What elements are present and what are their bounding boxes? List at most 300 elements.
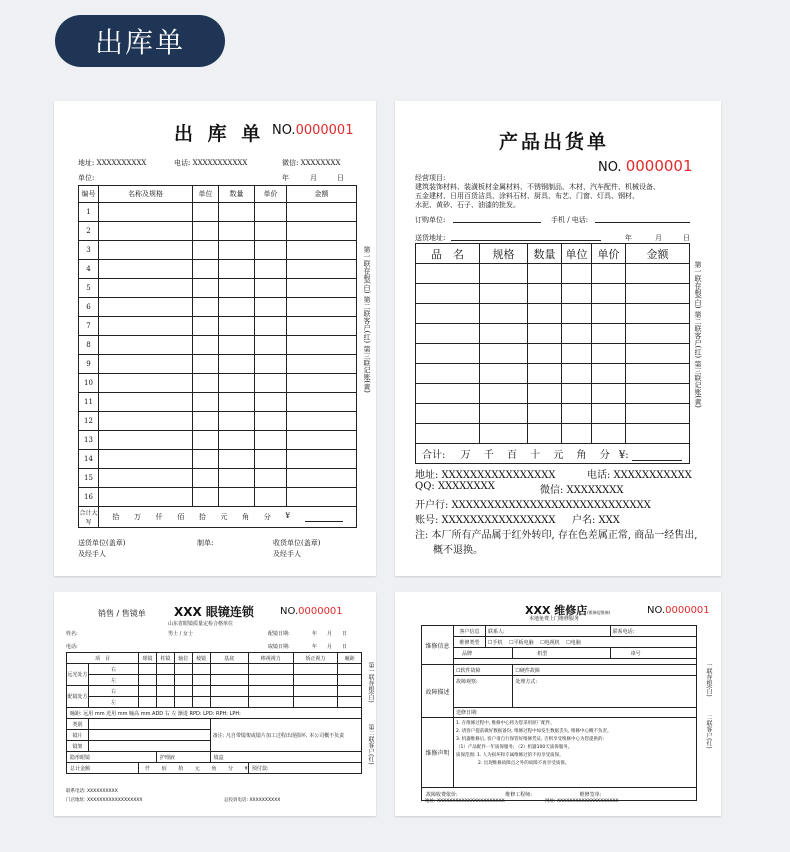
row-number: 15 xyxy=(79,469,99,488)
table-cell[interactable] xyxy=(99,222,193,241)
row-number: 3 xyxy=(79,241,99,260)
unit-word: 十 xyxy=(530,450,541,461)
year-label: 年 xyxy=(282,174,289,182)
card2-title: 产品出货单 xyxy=(499,131,610,153)
page-title-pill xyxy=(55,15,225,67)
table-cell[interactable] xyxy=(287,260,357,279)
eye-right: 右 xyxy=(89,686,139,697)
unit-word: 百 xyxy=(506,450,517,461)
account: 账号: XXXXXXXXXXXXXXXX xyxy=(415,515,556,526)
table-cell[interactable] xyxy=(255,222,287,241)
table-cell[interactable] xyxy=(255,203,287,222)
repair-order-card xyxy=(395,592,721,816)
table-cell[interactable] xyxy=(562,404,592,424)
col-header: 品 名 xyxy=(416,244,480,264)
table-cell[interactable] xyxy=(193,393,219,412)
table-cell[interactable] xyxy=(287,279,357,298)
table-cell[interactable] xyxy=(99,412,193,431)
table-cell[interactable] xyxy=(219,260,255,279)
total-amount-cell xyxy=(99,507,357,528)
table-cell[interactable] xyxy=(287,374,357,393)
unit-word: 分 xyxy=(599,450,610,461)
table-cell[interactable] xyxy=(592,324,626,344)
table-cell[interactable] xyxy=(480,264,528,284)
card2-number xyxy=(598,157,693,175)
repair-table xyxy=(421,625,697,801)
care-label: 护理液 xyxy=(156,752,210,763)
table-cell[interactable] xyxy=(219,488,255,507)
statement-body xyxy=(454,718,697,788)
col-header: 基底 xyxy=(210,653,248,664)
table-cell[interactable] xyxy=(287,450,357,469)
copy-side-note: 第一联存根(白) 第二联客户(红) 第三联记账(黄) xyxy=(694,261,702,408)
table-cell[interactable] xyxy=(528,284,562,304)
scope-line: 五金建材、日用百货洁具、涂料石材、厨具、布艺、门窗、灯具、钢材、 xyxy=(415,192,639,200)
table-row xyxy=(416,324,690,344)
statement-line: 2. 出现维修故障点之外的故障不再享受质保。 xyxy=(478,761,570,766)
table-cell[interactable] xyxy=(255,431,287,450)
table-cell[interactable] xyxy=(219,412,255,431)
table-cell[interactable] xyxy=(193,336,219,355)
unit-word: 万 xyxy=(460,450,471,461)
table-cell[interactable] xyxy=(193,412,219,431)
col-header: 单价 xyxy=(592,244,626,264)
option-label: 电视机 xyxy=(544,639,560,646)
col-header: 瞳距 xyxy=(338,653,362,664)
table-cell[interactable] xyxy=(528,424,562,444)
table-cell[interactable] xyxy=(193,260,219,279)
copy-side-note: 一联存根(白) xyxy=(705,662,712,697)
table-cell[interactable] xyxy=(480,304,528,324)
table-cell[interactable] xyxy=(562,384,592,404)
title-text: XXX 维修店 xyxy=(525,604,588,617)
copy-side-note: 第二联客户(红) xyxy=(367,724,374,765)
table-cell[interactable] xyxy=(287,298,357,317)
table-cell[interactable] xyxy=(219,336,255,355)
table-cell[interactable] xyxy=(255,241,287,260)
table-cell[interactable] xyxy=(99,298,193,317)
row-number: 16 xyxy=(79,488,99,507)
table-cell[interactable] xyxy=(416,384,480,404)
table-cell[interactable] xyxy=(255,412,287,431)
table-cell[interactable] xyxy=(528,264,562,284)
row-number: 11 xyxy=(79,393,99,412)
year-label: 年 xyxy=(625,234,632,242)
table-cell[interactable] xyxy=(219,393,255,412)
table-cell[interactable] xyxy=(528,344,562,364)
table-row xyxy=(79,450,357,469)
table-cell[interactable] xyxy=(193,374,219,393)
table-cell[interactable] xyxy=(592,424,626,444)
no-label: NO. xyxy=(272,123,296,138)
table-cell[interactable] xyxy=(592,384,626,404)
table-cell[interactable] xyxy=(193,488,219,507)
col-header: 单位 xyxy=(562,244,592,264)
table-cell[interactable] xyxy=(219,222,255,241)
table-cell[interactable] xyxy=(219,241,255,260)
table-cell[interactable] xyxy=(528,384,562,404)
table-row xyxy=(79,279,357,298)
no-label: NO. xyxy=(598,160,622,175)
table-cell[interactable] xyxy=(255,317,287,336)
table-cell[interactable] xyxy=(219,431,255,450)
items-table xyxy=(415,243,690,464)
table-cell[interactable] xyxy=(592,284,626,304)
table-cell[interactable] xyxy=(255,374,287,393)
row-number: 13 xyxy=(79,431,99,450)
far-label: 远光处方 xyxy=(67,664,89,686)
row-number: 7 xyxy=(79,317,99,336)
table-cell[interactable] xyxy=(592,304,626,324)
table-cell[interactable] xyxy=(99,317,193,336)
table-row xyxy=(79,469,357,488)
unit-word: 千 xyxy=(483,450,494,461)
table-cell[interactable] xyxy=(193,222,219,241)
col-header: 矫正视力 xyxy=(293,653,338,664)
table-cell[interactable] xyxy=(562,364,592,384)
wechat: 微信: XXXXXXXX xyxy=(282,159,341,167)
table-cell[interactable] xyxy=(626,344,690,364)
table-row xyxy=(79,355,357,374)
table-cell[interactable] xyxy=(287,355,357,374)
table-row xyxy=(79,412,357,431)
table-row xyxy=(79,222,357,241)
table-cell[interactable] xyxy=(562,284,592,304)
table-row xyxy=(79,203,357,222)
col-header: 棱镜 xyxy=(192,653,210,664)
qq: QQ: XXXXXXXX xyxy=(415,481,495,492)
table-cell[interactable] xyxy=(219,279,255,298)
phone: 电话: XXXXXXXXXXX xyxy=(587,470,692,481)
col-header: 规格 xyxy=(480,244,528,264)
mobile-label: 手机 / 电话: xyxy=(551,216,589,224)
table-cell[interactable] xyxy=(626,424,690,444)
no-value: 0000001 xyxy=(298,606,343,617)
table-cell[interactable] xyxy=(626,404,690,424)
table-cell[interactable] xyxy=(99,450,193,469)
delivery-note-card xyxy=(54,101,376,576)
table-cell[interactable] xyxy=(562,264,592,284)
no-label: NO. xyxy=(647,605,666,616)
items-table xyxy=(78,185,357,528)
pickup-label: 取镜日期: xyxy=(268,644,290,650)
table-cell[interactable] xyxy=(99,336,193,355)
table-cell[interactable] xyxy=(287,412,357,431)
table-cell[interactable] xyxy=(416,284,480,304)
table-cell[interactable] xyxy=(626,264,690,284)
checkbox[interactable]: ☐ xyxy=(456,667,461,674)
table-cell[interactable] xyxy=(287,336,357,355)
contact-phone-label: 联系电话: xyxy=(610,626,696,637)
table-row xyxy=(79,260,357,279)
table-cell[interactable] xyxy=(480,404,528,424)
product-delivery-card xyxy=(395,101,721,576)
sender-label: 送货单位(盖章) xyxy=(78,539,126,547)
table-cell[interactable] xyxy=(626,384,690,404)
contact-label: 隐形眼镜 xyxy=(67,752,157,763)
option-label: 平板电脑 xyxy=(513,639,534,646)
deposit-label: 预付款: xyxy=(248,763,361,774)
card1-title: 出 库 单 xyxy=(174,123,265,145)
sales-label: 销售 / 售镜单 xyxy=(98,609,146,618)
table-cell[interactable] xyxy=(255,393,287,412)
unit-word: 元 xyxy=(553,450,564,461)
table-cell[interactable] xyxy=(219,203,255,222)
bank: 开户行: XXXXXXXXXXXXXXXXXXXXXXXXXXXX xyxy=(415,500,651,511)
table-cell[interactable] xyxy=(193,431,219,450)
table-cell[interactable] xyxy=(219,469,255,488)
statement-line: 质保范围: 1. 人为损坏和专属维修过的不再享受质保。 xyxy=(456,753,564,758)
table-row xyxy=(416,384,690,404)
checkbox[interactable]: ☐ xyxy=(488,639,493,646)
table-cell[interactable] xyxy=(592,264,626,284)
handler-label: 及经手人 xyxy=(273,550,301,558)
table-row xyxy=(416,264,690,284)
subtitle: 山东省眼镜质量定检合格单位 xyxy=(168,621,234,627)
table-cell[interactable] xyxy=(193,355,219,374)
table-cell[interactable] xyxy=(255,279,287,298)
table-cell[interactable] xyxy=(255,336,287,355)
subtitle: 本地免费上门维修服务 xyxy=(529,616,580,622)
month-label: 月 xyxy=(310,174,317,182)
table-cell[interactable] xyxy=(562,324,592,344)
no-value: 0000001 xyxy=(295,123,354,138)
table-cell[interactable] xyxy=(193,298,219,317)
table-row xyxy=(79,374,357,393)
table-cell[interactable] xyxy=(592,344,626,364)
note-line: 注: 本厂所有产品属于红外转印, 存在色差属正常, 商品一经售出, xyxy=(415,530,698,541)
table-cell[interactable] xyxy=(416,404,480,424)
table-cell[interactable] xyxy=(255,298,287,317)
table-cell[interactable] xyxy=(416,324,480,344)
day-label: 日 xyxy=(683,234,690,242)
table-cell[interactable] xyxy=(416,424,480,444)
unit-word: 拾 xyxy=(112,513,120,521)
unit-word: 角 xyxy=(576,450,587,461)
customer-label: 客户信息 xyxy=(454,626,486,637)
cat-label: 类别 xyxy=(67,719,89,730)
table-row xyxy=(416,404,690,424)
name-label: 姓名: xyxy=(66,631,78,637)
table-row xyxy=(416,344,690,364)
repair-info-label: 维修信息 xyxy=(422,626,454,665)
table-cell[interactable] xyxy=(626,304,690,324)
card1-number xyxy=(272,123,353,138)
table-cell[interactable] xyxy=(219,317,255,336)
address: 地址: XXXXXXXXXXXXXXXX xyxy=(415,470,556,481)
col-header: 棒视视力 xyxy=(248,653,293,664)
option-label: 电脑 xyxy=(570,639,581,646)
table-cell[interactable] xyxy=(193,203,219,222)
row-number: 8 xyxy=(79,336,99,355)
table-cell[interactable] xyxy=(287,469,357,488)
table-cell[interactable] xyxy=(592,404,626,424)
col-header: 单位 xyxy=(193,186,219,203)
row-number: 9 xyxy=(79,355,99,374)
table-cell[interactable] xyxy=(287,393,357,412)
table-cell[interactable] xyxy=(480,344,528,364)
checkbox[interactable]: ☐ xyxy=(515,667,520,674)
table-cell[interactable] xyxy=(287,431,357,450)
table-cell[interactable] xyxy=(562,424,592,444)
table-cell[interactable] xyxy=(255,355,287,374)
table-cell[interactable] xyxy=(287,241,357,260)
unit-word: 佰 xyxy=(177,513,185,521)
table-cell[interactable] xyxy=(287,317,357,336)
table-cell[interactable] xyxy=(626,284,690,304)
row-number: 6 xyxy=(79,298,99,317)
table-cell[interactable] xyxy=(219,355,255,374)
brand-label: 品牌 xyxy=(454,648,513,659)
unit-label: 单位: xyxy=(78,174,95,182)
table-cell[interactable] xyxy=(562,344,592,364)
eye-right: 右 xyxy=(89,664,139,675)
table-cell[interactable] xyxy=(562,304,592,324)
total-units: 仟 佰 拾 元 角 分 ¥ xyxy=(139,763,249,774)
table-cell[interactable] xyxy=(99,469,193,488)
statement-line: （1）产品配件一年质保服务; （2）机器100天质保服务。 xyxy=(456,745,573,750)
day-label: 日 xyxy=(337,174,344,182)
unit-word: 万 xyxy=(133,513,141,521)
unit-word: 仟 xyxy=(155,513,163,521)
statement-label: 维修声明 xyxy=(422,718,454,788)
table-cell[interactable] xyxy=(480,284,528,304)
row-number: 4 xyxy=(79,260,99,279)
table-cell[interactable] xyxy=(193,450,219,469)
table-cell[interactable] xyxy=(480,424,528,444)
month-label: 月 xyxy=(655,234,662,242)
table-cell[interactable] xyxy=(480,384,528,404)
table-cell[interactable] xyxy=(528,304,562,324)
table-cell[interactable] xyxy=(99,374,193,393)
date-ymd: 年 月 日 xyxy=(312,631,348,637)
checkbox[interactable]: ☐ xyxy=(509,639,514,646)
table-row xyxy=(416,424,690,444)
table-cell[interactable] xyxy=(592,364,626,384)
table-cell[interactable] xyxy=(287,203,357,222)
table-cell[interactable] xyxy=(416,344,480,364)
col-header: 单价 xyxy=(255,186,287,203)
unit-word: 元 xyxy=(220,513,228,521)
checkbox[interactable]: ☐ xyxy=(566,639,571,646)
send-date-label: 送修日期: xyxy=(454,708,697,718)
table-row xyxy=(416,284,690,304)
lens-label: 镜片 xyxy=(67,730,89,741)
table-cell[interactable] xyxy=(626,364,690,384)
repair-fee-label: 故障收费依价: xyxy=(426,791,458,798)
col-header: 金额 xyxy=(287,186,357,203)
table-cell[interactable] xyxy=(99,203,193,222)
handler-label: 及经手人 xyxy=(78,550,106,558)
note: 备注: 凡自带镜架或镜片加工过程出现损坏, 本公司概不负责 xyxy=(210,719,361,752)
footer-address: 门店地址: XXXXXXXXXXXXXXXXXX xyxy=(66,798,143,803)
table-cell[interactable] xyxy=(219,298,255,317)
table-row xyxy=(416,364,690,384)
repair-type-label: 维修类型 xyxy=(454,637,486,648)
table-row xyxy=(79,431,357,450)
total-label: 总计金额 xyxy=(67,763,139,774)
table-cell[interactable] xyxy=(255,260,287,279)
table-cell[interactable] xyxy=(99,393,193,412)
copy-side-note: 第一联存根(白) xyxy=(367,662,374,703)
total-row xyxy=(416,444,690,464)
table-row xyxy=(79,298,357,317)
maker-label: 制单: xyxy=(197,539,214,547)
table-cell[interactable] xyxy=(255,469,287,488)
table-cell[interactable] xyxy=(193,241,219,260)
frame-label: 镜架 xyxy=(67,741,89,752)
table-cell[interactable] xyxy=(287,222,357,241)
table-cell[interactable] xyxy=(416,264,480,284)
table-cell[interactable] xyxy=(255,450,287,469)
footer-phone: 联系电话: XXXXXXXXXX xyxy=(66,789,118,794)
fault-observe-label: 故障观察: xyxy=(454,676,513,708)
pickup-ymd: 年 月 日 xyxy=(312,644,348,650)
unit-word: 拾 xyxy=(198,513,206,521)
table-cell[interactable] xyxy=(99,431,193,450)
table-cell[interactable] xyxy=(480,324,528,344)
table-cell[interactable] xyxy=(99,241,193,260)
table-cell[interactable] xyxy=(626,324,690,344)
table-cell[interactable] xyxy=(416,364,480,384)
table-cell[interactable] xyxy=(480,364,528,384)
table-cell[interactable] xyxy=(99,355,193,374)
row-number: 5 xyxy=(79,279,99,298)
date-label: 配镜日期: xyxy=(268,631,290,637)
table-cell[interactable] xyxy=(99,279,193,298)
table-cell[interactable] xyxy=(528,364,562,384)
scope-line: 建筑装饰材料、装潢板材金属材料、不锈钢制品、木材、汽车配件、机械设备、 xyxy=(415,183,660,191)
table-cell[interactable] xyxy=(193,469,219,488)
contact-label: 联系人: xyxy=(486,626,611,637)
wechat: 微信: XXXXXXXX xyxy=(540,485,624,496)
gender-label: 男士 / 女士 xyxy=(168,631,193,637)
fit-label: 配镜处方 xyxy=(67,686,89,708)
checkbox[interactable]: ☐ xyxy=(540,639,545,646)
table-cell[interactable] xyxy=(528,404,562,424)
option-label: 硬件故障 xyxy=(519,667,540,674)
soft-fault-option xyxy=(454,665,513,676)
table-cell[interactable] xyxy=(99,488,193,507)
table-cell[interactable] xyxy=(528,324,562,344)
table-row xyxy=(79,488,357,507)
serial-label: 串号 xyxy=(610,648,696,659)
table-cell[interactable] xyxy=(219,374,255,393)
table-row xyxy=(79,393,357,412)
table-cell[interactable] xyxy=(193,279,219,298)
table-cell[interactable] xyxy=(255,488,287,507)
table-cell[interactable] xyxy=(99,260,193,279)
table-cell[interactable] xyxy=(287,488,357,507)
table-cell[interactable] xyxy=(193,317,219,336)
signature-label: 维修签单: xyxy=(579,791,602,798)
col-header: 金额 xyxy=(626,244,690,264)
note-line: 概不退换。 xyxy=(433,545,483,556)
table-cell[interactable] xyxy=(416,304,480,324)
row-number: 12 xyxy=(79,412,99,431)
fault-label: 故障描述 xyxy=(422,665,454,718)
total-label: 合计: xyxy=(422,450,446,461)
method-label: 处理方式: xyxy=(513,676,697,708)
order-unit-label: 订购单位: xyxy=(415,216,446,224)
option-label: 手机 xyxy=(492,639,503,646)
col-header: 球镜 xyxy=(139,653,157,664)
card3-number xyxy=(280,606,343,617)
copy-side-note: 第一联存根(白) 第二联客户(红) 第三联记账(黄) xyxy=(363,246,371,393)
table-cell[interactable] xyxy=(219,450,255,469)
page-title: 出库单 xyxy=(94,26,185,59)
case-label: 镜盒 xyxy=(210,752,361,763)
